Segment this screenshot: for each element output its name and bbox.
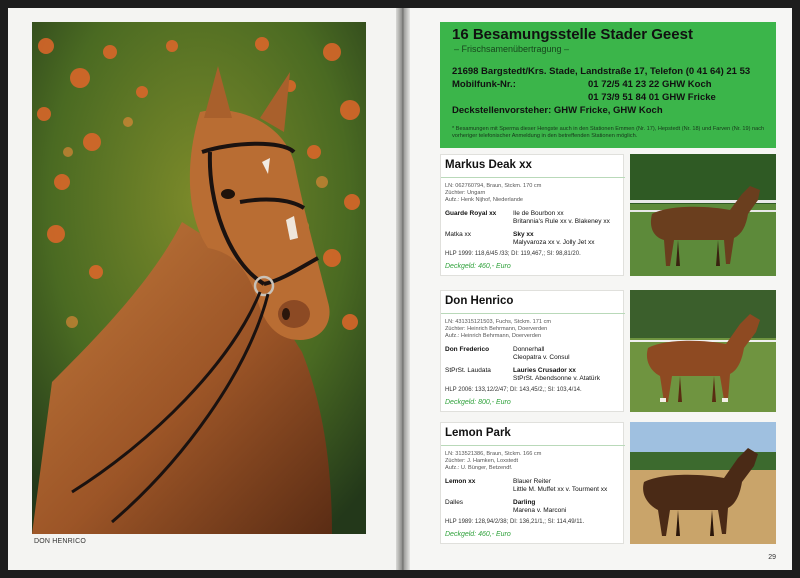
stallion-raiser: Aufz.: Heinrich Behrmann, Doerverden [445, 333, 542, 339]
dam-pedigree-1: Darling [513, 499, 536, 506]
dam-name: Dalles [445, 499, 464, 506]
stallion-raiser: Aufz.: U. Bünger, Betzendf. [445, 465, 513, 471]
page-number: 29 [768, 554, 776, 561]
photo-caption: DON HENRICO [34, 538, 86, 545]
stallion-entry [440, 422, 776, 544]
stud-fee: Deckgeld: 460,- Euro [445, 531, 511, 538]
stallion-ln: LN: 431315121503, Fuchs, Stckm. 171 cm [445, 319, 552, 325]
mobile-label: Mobilfunk-Nr.: [452, 79, 516, 90]
sire-pedigree-1: Ile de Bourbon xx [513, 210, 564, 217]
stud-fee: Deckgeld: 460,- Euro [445, 263, 511, 270]
dam-name: Matka xx [445, 231, 472, 238]
dam-pedigree-2: StPrSt. Abendsonne v. Atatürk [513, 375, 600, 382]
stallion-entry [440, 290, 776, 412]
dam-name: StPrSt. Laudata [445, 367, 491, 374]
sire-pedigree-2: Britannia's Rule xx v. Blakeney xx [513, 218, 610, 225]
performance-test: HLP 2006: 133,12/2/47; DI: 143,45/2,; SI: 103,4/14. [445, 387, 582, 393]
station-note: * Besamungen mit Sperma dieser Hengste auch in den Stationen Emmen (Nr. 17), Hepstedt (Nr. 18) und Farven (Nr. 19) nach vorheriger telefonischer Anmeldung in den betreffenden Stationen möglich. [452, 126, 765, 139]
right-page [410, 8, 792, 570]
stallion-info-panel [440, 422, 624, 544]
stallion-portrait-photo [32, 22, 366, 534]
sire-name: Guarde Royal xx [445, 210, 497, 217]
divider [441, 177, 625, 178]
stallion-breeder: Züchter: Heinrich Behrmann, Doerverden [445, 326, 548, 332]
stallion-ln: LN: 062760794, Braun, Stckm. 170 cm [445, 183, 542, 189]
sire-pedigree-2: Little M. Muffet xx v. Tourment xx [513, 486, 608, 493]
station-header-box [440, 22, 776, 148]
sire-name: Lemon xx [445, 478, 476, 485]
left-page [8, 8, 396, 570]
stallion-photo [630, 290, 776, 412]
deckstelle-leader: Deckstellenvorsteher: GHW Fricke, GHW Koch [452, 105, 663, 116]
sire-pedigree-1: Donnerhall [513, 346, 545, 353]
stallion-info-panel [440, 290, 624, 412]
station-title: 16 Besamungsstelle Stader Geest [452, 26, 693, 43]
station-address: 21698 Bargstedt/Krs. Stade, Landstraße 17, Telefon (0 41 64) 21 53 [452, 66, 751, 77]
stallion-info-panel [440, 154, 624, 276]
book-gutter [396, 8, 410, 570]
stud-fee: Deckgeld: 800,- Euro [445, 399, 511, 406]
stallion-raiser: Aufz.: Henk Nijhof, Niederlande [445, 197, 524, 203]
stallion-ln: LN: 313521386, Braun, Stckm. 166 cm [445, 451, 542, 457]
dam-pedigree-1: Sky xx [513, 231, 534, 238]
stallion-photo [630, 422, 776, 544]
stallion-entry [440, 154, 776, 276]
sire-pedigree-1: Blauer Reiter [513, 478, 551, 485]
dam-pedigree-2: Malyvaroza xx v. Jolly Jet xx [513, 239, 595, 246]
stallion-breeder: Züchter: Ungarn [445, 190, 486, 196]
dam-pedigree-2: Marena v. Marconi [513, 507, 567, 514]
mobile-number-1: 01 72/5 41 23 22 GHW Koch [588, 79, 712, 90]
stallion-name: Don Henrico [445, 295, 514, 307]
dam-pedigree-1: Lauries Crusador xx [513, 367, 576, 374]
stallion-name: Markus Deak xx [445, 159, 532, 171]
station-subtitle: – Frischsamenübertragung – [454, 44, 570, 54]
divider [441, 313, 625, 314]
stallion-photo [630, 154, 776, 276]
performance-test: HLP 1999: 118,6/45 /33; DI: 119,467,; SI: 98,81/20. [445, 251, 581, 257]
performance-test: HLP 1989: 128,94/2/38; DI: 136,21/1,; SI: 114,49/11. [445, 519, 585, 525]
sire-name: Don Frederico [445, 346, 490, 353]
sire-pedigree-2: Cleopatra v. Consul [513, 354, 570, 361]
mobile-number-2: 01 73/9 51 84 01 GHW Fricke [588, 92, 716, 103]
divider [441, 445, 625, 446]
stallion-name: Lemon Park [445, 427, 511, 439]
stallion-breeder: Züchter: J. Hamken, Loxstedt [445, 458, 519, 464]
